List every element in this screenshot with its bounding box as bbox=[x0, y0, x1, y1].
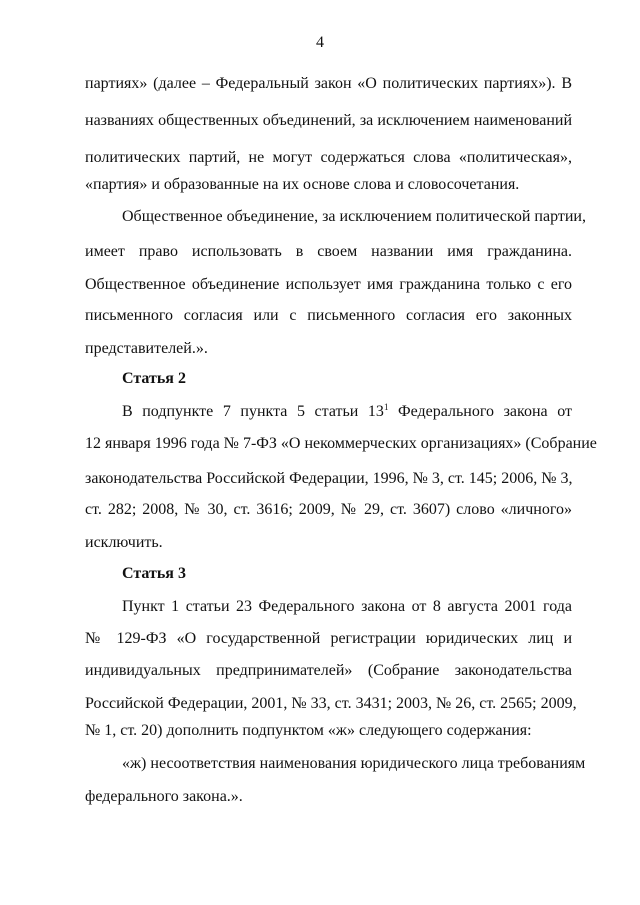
text-line: политических партий, не могут содержаться слова «политическая», bbox=[85, 149, 572, 166]
text-line: ст. 282; 2008, № 30, ст. 3616; 2009, № 29, ст. 3607) слово «личного» bbox=[85, 501, 572, 518]
text-line: № 1, ст. 20) дополнить подпунктом «ж» следующего содержания: bbox=[85, 722, 532, 739]
superscript: 1 bbox=[383, 402, 389, 412]
text-line: Пункт 1 статьи 23 Федерального закона от 8 августа 2001 года bbox=[122, 598, 572, 615]
text-line: исключить. bbox=[85, 534, 163, 551]
text-line: партиях» (далее – Федеральный закон «О политических партиях»). В bbox=[85, 75, 572, 92]
text-line: Общественное объединение, за исключением политической партии, bbox=[122, 208, 586, 225]
page-number: 4 bbox=[316, 34, 324, 51]
text-line: «ж) несоответствия наименования юридического лица требованиям bbox=[122, 755, 586, 772]
text-line: индивидуальных предпринимателей» (Собрание законодательства bbox=[85, 662, 572, 679]
text-line: «партия» и образованные на их основе слова и словосочетания. bbox=[85, 176, 520, 193]
text-fragment: В подпункте 7 пункта 5 статьи 13 bbox=[122, 403, 384, 420]
article-heading: Статья 2 bbox=[122, 370, 186, 387]
text-line: письменного согласия или с письменного согласия его законных bbox=[85, 307, 572, 324]
text-line: 12 января 1996 года № 7-ФЗ «О некоммерческих организациях» (Собрание bbox=[85, 435, 597, 452]
text-line: Общественное объединение использует имя гражданина только с его bbox=[85, 276, 572, 293]
text-line: законодательства Российской Федерации, 1996, № 3, ст. 145; 2006, № 3, bbox=[85, 470, 573, 487]
text-line: названиях общественных объединений, за исключением наименований bbox=[85, 112, 572, 129]
text-line bbox=[122, 402, 572, 422]
text-line: имеет право использовать в своем названии имя гражданина. bbox=[85, 243, 572, 260]
text-line: представителей.». bbox=[85, 340, 208, 357]
text-fragment: Федерального закона от bbox=[388, 403, 573, 420]
text-line: федерального закона.». bbox=[85, 788, 243, 805]
text-line: Российской Федерации, 2001, № 33, ст. 3431; 2003, № 26, ст. 2565; 2009, bbox=[85, 695, 577, 712]
article-heading: Статья 3 bbox=[122, 565, 186, 582]
text-line: № 129-ФЗ «О государственной регистрации юридических лиц и bbox=[85, 630, 572, 647]
